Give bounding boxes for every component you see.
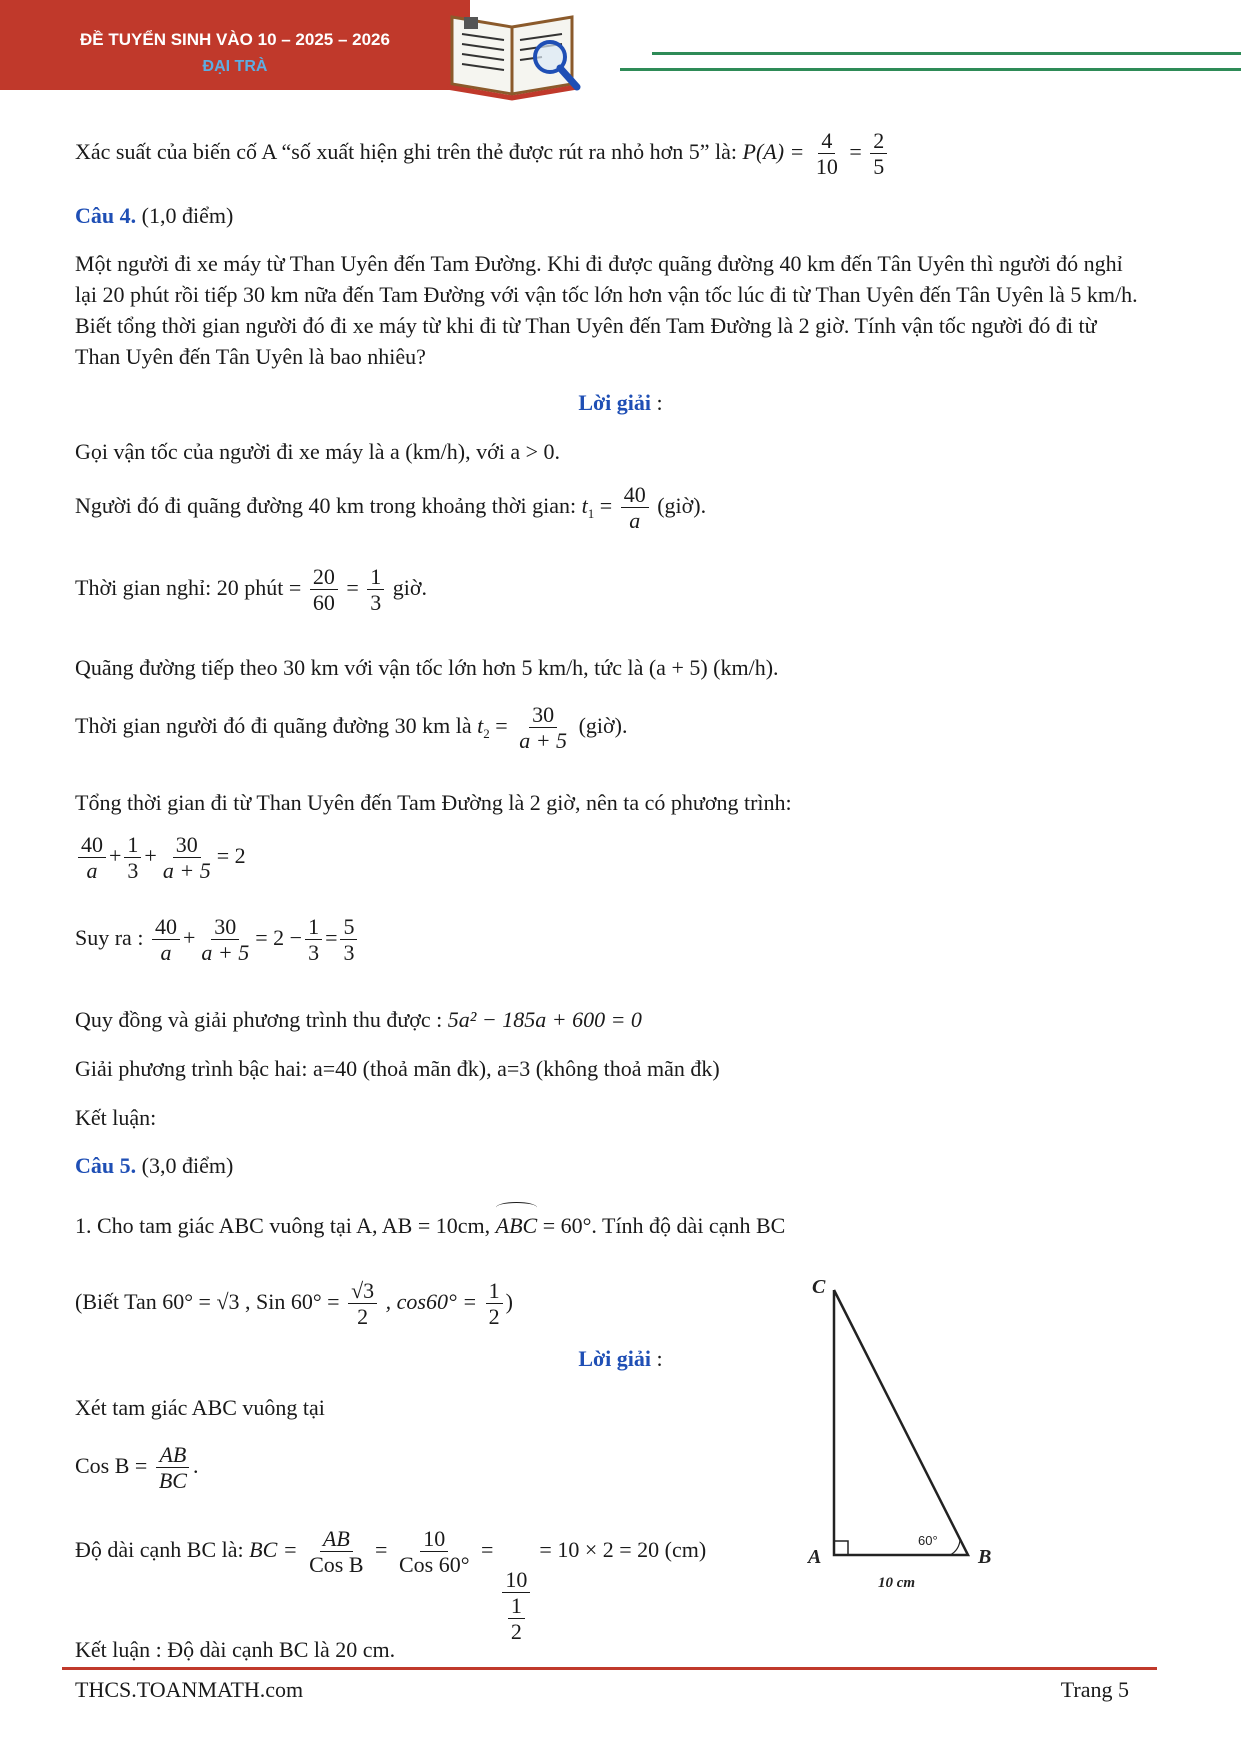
fraction: $\frac{20}{60}$ <box>310 564 338 616</box>
question-points: (3,0 điểm) <box>141 1153 234 1178</box>
header-subtitle: ĐẠI TRÀ <box>202 58 268 75</box>
triangle-shape <box>834 1290 968 1555</box>
question-4-heading <box>75 200 233 231</box>
solution-step: Gọi vận tốc của người đi xe máy là a (km/h), với a > 0. <box>75 439 561 464</box>
probability-lhs: P(A) = <box>742 138 805 164</box>
fraction: $\frac{30}{a + 5}$ <box>201 914 250 966</box>
solution-step: Quãng đường tiếp theo 30 km với vận tốc lớn hơn 5 km/h, tức là (a + 5) (km/h). <box>75 655 779 680</box>
footer-page-number: Trang 5 <box>1060 1677 1129 1702</box>
question-5-hint: (Biết Tan 60° = √3 , Sin 60° = $\frac{√3}{2}$ , cos60° = $\frac{1}{2}$ ) <box>75 1278 513 1330</box>
solution-step: Xét tam giác ABC vuông tại <box>75 1395 325 1420</box>
solution-step: Kết luận: <box>75 1105 157 1130</box>
probability-line <box>75 128 890 180</box>
fraction: $\frac{√3}{2}$ <box>348 1278 377 1330</box>
fraction: $\frac{10}{\frac{1}{2}}$ <box>502 1567 531 1645</box>
header-banner <box>0 0 470 90</box>
solution-heading: Lời giải : <box>578 390 663 415</box>
header-rule-bottom <box>620 68 1241 71</box>
bc-computation: Độ dài cạnh BC là: BC = $\frac{AB}{\text{Cos B}}$ = $\frac{10}{\text{Cos 60°}}$ = $\frac{10}{\frac{1}{2}}$ = 10 × 2 = 20 (cm) <box>75 1526 707 1645</box>
equation: Suy ra : $\frac{40}{a}$ + $\frac{30}{a + 5}$ = 2 − $\frac{1}{3}$ = $\frac{5}{3}$ <box>75 914 360 966</box>
solution-step: Tổng thời gian đi từ Than Uyên đến Tam Đường là 2 giờ, nên ta có phương trình: <box>75 790 792 815</box>
question-points: (1,0 điểm) <box>141 203 234 228</box>
question-label: Câu 4. <box>75 203 137 228</box>
footer-rule <box>62 1667 1157 1670</box>
footer-site: THCS.TOANMATH.com <box>75 1677 304 1702</box>
fraction: $\frac{10}{\text{Cos 60°}}$ <box>398 1526 470 1578</box>
conclusion: Kết luận : Độ dài cạnh BC là 20 cm. <box>75 1637 396 1662</box>
solution-label: Lời giải <box>578 1346 652 1371</box>
solution-step: Thời gian nghỉ: 20 phút = $\frac{20}{60}$ = $\frac{1}{3}$ giờ. <box>75 564 427 616</box>
side-label: 10 cm <box>878 1575 916 1591</box>
probability-text: Xác suất của biến cố A “số xuất hiện ghi trên thẻ được rút ra nhỏ hơn 5” là: <box>75 138 737 164</box>
triangle-figure <box>800 1265 1020 1605</box>
fraction: $\frac{1}{3}$ <box>305 914 322 966</box>
question-5-problem: 1. Cho tam giác ABC vuông tại A, AB = 10cm, ABC = 60°. Tính độ dài cạnh BC <box>75 1204 785 1241</box>
angle-arc <box>950 1539 960 1555</box>
cos-formula: Cos B = $\frac{AB}{BC}$ . <box>75 1442 199 1494</box>
fraction: $\frac{1}{2}$ <box>486 1278 503 1330</box>
equals-sign: = <box>849 138 862 164</box>
fraction: $\frac{40}{a}$ <box>78 832 106 884</box>
fraction: $\frac{40}{a}$ <box>621 482 649 534</box>
label-a: A <box>808 1546 822 1568</box>
fraction: $\frac{5}{3}$ <box>340 914 357 966</box>
fraction: $\frac{30}{a + 5}$ <box>519 702 568 754</box>
book-magnifier-icon <box>442 2 592 102</box>
solution-step: Giải phương trình bậc hai: a=40 (thoả mãn đk), a=3 (không thoả mãn đk) <box>75 1056 720 1081</box>
question-4-problem: Một người đi xe máy từ Than Uyên đến Tam Đường. Khi đi được quãng đường 40 km đến Tân Uyên thì người đó nghỉ lại 20 phút rồi tiếp 30 km nữa đến Tam Đường với vận tốc lớn hơn vận tốc lúc đi từ Than Uyên đến Tân Uyên là 5 km/h. Biết tổng thời gian người đó đi xe máy từ khi đi từ Than Uyên đến Tam Đường là 2 giờ. Tính vận tốc người đó đi từ Than Uyên đến Tân Uyên là bao nhiêu? <box>75 251 1138 369</box>
solution-label: Lời giải <box>578 390 652 415</box>
fraction: $\frac{40}{a}$ <box>152 914 180 966</box>
angle-label: 60° <box>918 1533 938 1548</box>
header-rule-top <box>652 52 1241 55</box>
solution-step: Quy đồng và giải phương trình thu được : 5a² − 185a + 600 = 0 <box>75 1007 642 1032</box>
fraction: $\frac{4}{10}$ <box>815 128 838 180</box>
solution-step: Thời gian người đó đi quãng đường 30 km là $t_2$ = $\frac{30}{a + 5}$ (giờ). <box>75 702 628 754</box>
label-c: C <box>812 1276 826 1298</box>
fraction: $\frac{1}{3}$ <box>367 564 384 616</box>
fraction: $\frac{AB}{\text{Cos B}}$ <box>309 1526 364 1578</box>
question-label: Câu 5. <box>75 1153 137 1178</box>
label-b: B <box>978 1546 992 1568</box>
fraction: $\frac{30}{a + 5}$ <box>162 832 211 884</box>
solution-step: Người đó đi quãng đường 40 km trong khoảng thời gian: $t_1$ = $\frac{40}{a}$ (giờ). <box>75 482 707 534</box>
question-5-heading <box>75 1150 233 1181</box>
solution-heading: Lời giải : <box>578 1346 663 1371</box>
fraction: $\frac{AB}{BC}$ <box>156 1442 190 1494</box>
fraction: $\frac{2}{5}$ <box>870 128 887 180</box>
equation: $\frac{40}{a}$ + $\frac{1}{3}$ + $\frac{30}{a + 5}$ = 2 <box>75 832 246 884</box>
fraction: $\frac{1}{3}$ <box>124 832 141 884</box>
header-title: ĐỀ TUYỂN SINH VÀO 10 – 2025 – 2026 <box>80 30 390 49</box>
right-angle-mark <box>834 1541 848 1555</box>
